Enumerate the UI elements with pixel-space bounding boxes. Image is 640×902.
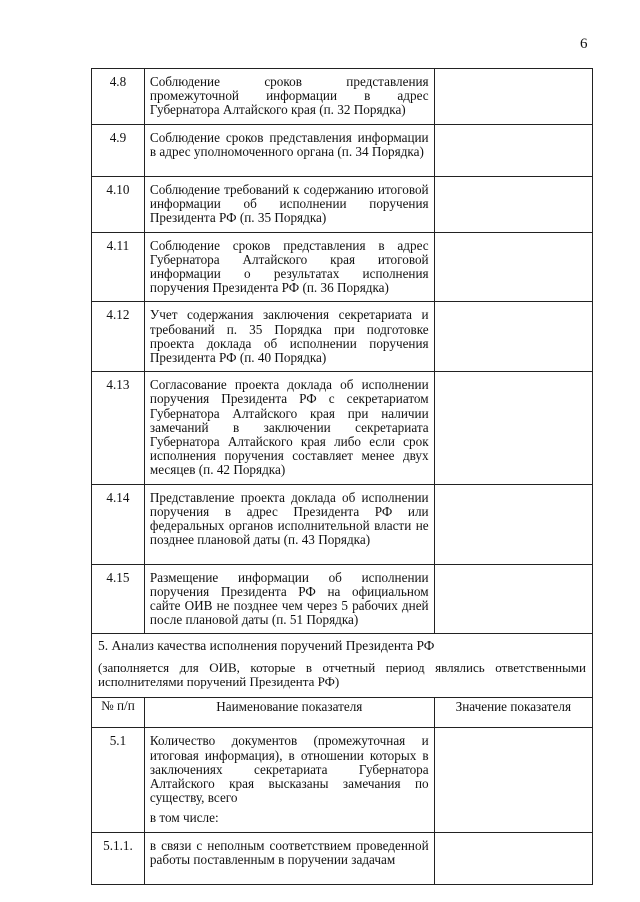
row-value-cell[interactable] [434, 232, 592, 302]
table-row [92, 484, 593, 564]
table-row [92, 564, 593, 634]
row-number: 4.15 [92, 564, 145, 634]
row-number: 5.1 [92, 728, 145, 832]
row-number: 4.9 [92, 124, 145, 176]
row-indicator [144, 728, 434, 832]
row-indicator: Соблюдение сроков представления промежуточной информации в адрес Губернатора Алтайского края (п. 32 Порядка) [144, 69, 434, 125]
row-number: 4.11 [92, 232, 145, 302]
row-indicator: Соблюдение сроков представления информации в адрес уполномоченного органа (п. 34 Порядка) [144, 124, 434, 176]
table-header-row [92, 698, 593, 728]
section-note: (заполняется для ОИВ, которые в отчетный период являлись ответственными исполнителями поручений Президента РФ) [98, 660, 586, 690]
section-row [92, 634, 593, 698]
table-row [92, 176, 593, 232]
row-indicator-text: Количество документов (промежуточная и итоговая информация), в отношении которых в заключениях секретариата Губернатора Алтайского края высказаны замечания по существу, всего [149, 733, 429, 806]
row-indicator: в связи с неполным соответствием проведенной работы поставленным в поручении задачам [144, 832, 434, 884]
table-row [92, 124, 593, 176]
row-number: 5.1.1. [92, 832, 145, 884]
row-indicator: Представление проекта доклада об исполнении поручения в адрес Президента РФ или федеральных органов исполнительной власти не позднее плановой даты (п. 43 Порядка) [144, 484, 434, 564]
row-value-cell[interactable] [434, 728, 592, 832]
section-cell [92, 634, 593, 698]
table-row [92, 728, 593, 832]
section-title: 5. Анализ качества исполнения поручений Президента РФ [98, 638, 435, 654]
header-number: № п/п [92, 698, 145, 728]
row-value-cell[interactable] [434, 124, 592, 176]
row-indicator: Соблюдение сроков представления в адрес Губернатора Алтайского края итоговой информации о результатах исполнения поручения Президента РФ (п. 36 Порядка) [144, 232, 434, 302]
row-number: 4.14 [92, 484, 145, 564]
header-indicator-name: Наименование показателя [144, 698, 434, 728]
table-row [92, 302, 593, 372]
table-row [92, 372, 593, 484]
table-row [92, 69, 593, 125]
row-value-cell[interactable] [434, 302, 592, 372]
row-value-cell[interactable] [434, 832, 592, 884]
table-row [92, 832, 593, 884]
row-value-cell[interactable] [434, 564, 592, 634]
row-value-cell[interactable] [434, 176, 592, 232]
page-number: 6 [580, 36, 588, 52]
row-number: 4.12 [92, 302, 145, 372]
row-indicator: Размещение информации об исполнении поручения Президента РФ на официальном сайте ОИВ не позднее чем через 5 рабочих дней после плановой даты (п. 51 Порядка) [144, 564, 434, 634]
row-indicator-subtext: в том числе: [149, 810, 219, 826]
row-value-cell[interactable] [434, 372, 592, 484]
row-number: 4.8 [92, 69, 145, 125]
row-indicator: Соблюдение требований к содержанию итоговой информации об исполнении поручения Президента РФ (п. 35 Порядка) [144, 176, 434, 232]
header-indicator-value: Значение показателя [434, 698, 592, 728]
row-indicator: Согласование проекта доклада об исполнении поручения Президента РФ с секретариатом Губернатора Алтайского края при наличии замечаний в заключении секретариата Губернатора Алтайского края либо если срок исполнения поручения составляет менее двух месяцев (п. 42 Порядка) [144, 372, 434, 484]
row-value-cell[interactable] [434, 69, 592, 125]
table-row [92, 232, 593, 302]
indicators-table [91, 68, 593, 885]
row-value-cell[interactable] [434, 484, 592, 564]
row-indicator: Учет содержания заключения секретариата и требований п. 35 Порядка при подготовке проекта доклада об исполнении поручения Президента РФ (п. 40 Порядка) [144, 302, 434, 372]
row-number: 4.10 [92, 176, 145, 232]
row-number: 4.13 [92, 372, 145, 484]
